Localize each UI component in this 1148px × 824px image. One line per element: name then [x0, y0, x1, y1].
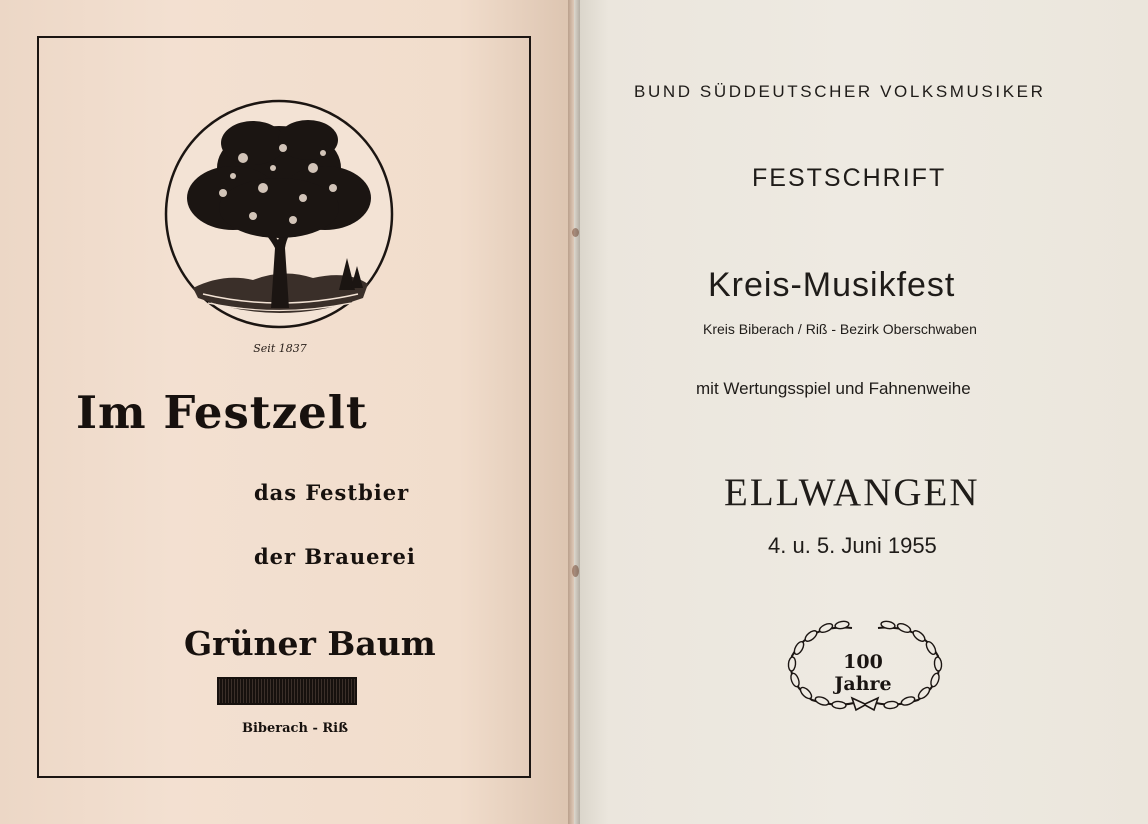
event-date: 4. u. 5. Juni 1955 [768, 533, 937, 558]
event-title: Kreis-Musikfest [708, 266, 956, 304]
advert-line-brauerei: der Brauerei [254, 544, 416, 569]
brewery-name: Grüner Baum [184, 624, 436, 663]
document-type: FESTSCHRIFT [752, 164, 947, 192]
book-spine [568, 0, 580, 824]
advert-headline: Im Festzelt [76, 386, 368, 439]
event-city: ELLWANGEN [724, 471, 980, 514]
association-name: BUND SÜDDEUTSCHER VOLKSMUSIKER [634, 82, 1046, 101]
anniversary-label: 100 Jahre [834, 651, 892, 695]
event-district: Kreis Biberach / Riß - Bezirk Oberschwaben [703, 321, 977, 337]
advert-line-festbier: das Festbier [254, 480, 410, 505]
event-subtitle: mit Wertungsspiel und Fahnenweihe [696, 379, 971, 398]
brewery-logo-bar [217, 677, 357, 705]
brewery-location: Biberach - Riß [242, 721, 348, 736]
since-label: Seit 1837 [253, 342, 307, 355]
tree-emblem-icon [163, 98, 395, 330]
